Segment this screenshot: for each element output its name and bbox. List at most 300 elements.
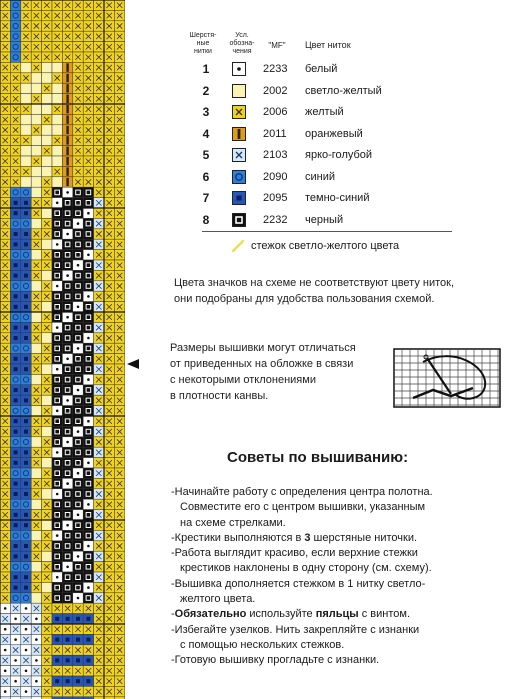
dot-on-white-icon xyxy=(232,62,246,76)
chart-cell xyxy=(104,562,114,572)
chart-cell xyxy=(42,551,52,561)
chart-cell xyxy=(10,83,20,93)
legend-row-code: 2103 xyxy=(263,149,288,161)
chart-cell xyxy=(31,42,41,52)
chart-cell xyxy=(42,322,52,332)
x-on-yellow-icon xyxy=(232,105,246,119)
chart-cell xyxy=(94,177,104,187)
chart-cell xyxy=(73,333,83,343)
chart-cell xyxy=(31,468,41,478)
chart-cell xyxy=(52,187,62,197)
chart-cell xyxy=(10,187,20,197)
chart-cell xyxy=(73,593,83,603)
chart-cell xyxy=(10,21,20,31)
chart-cell xyxy=(31,614,41,624)
chart-cell xyxy=(10,281,20,291)
chart-cell xyxy=(83,10,93,20)
legend-row-number: 2 xyxy=(202,83,210,98)
chart-cell xyxy=(83,447,93,457)
chart-cell xyxy=(42,624,52,634)
chart-cell xyxy=(10,686,20,696)
chart-cell xyxy=(83,614,93,624)
chart-cell xyxy=(0,322,10,332)
chart-cell xyxy=(83,166,93,176)
chart-cell xyxy=(21,270,31,280)
chart-cell xyxy=(31,530,41,540)
chart-cell xyxy=(0,593,10,603)
chart-cell xyxy=(73,458,83,468)
cross-stitch-chart xyxy=(0,0,125,699)
chart-cell xyxy=(83,406,93,416)
chart-cell xyxy=(104,270,114,280)
chart-cell xyxy=(52,374,62,384)
chart-cell xyxy=(31,156,41,166)
chart-cell xyxy=(52,530,62,540)
chart-cell xyxy=(21,343,31,353)
chart-cell xyxy=(31,333,41,343)
chart-cell xyxy=(73,239,83,249)
chart-cell xyxy=(0,94,10,104)
chart-cell xyxy=(62,270,72,280)
chart-cell xyxy=(31,52,41,62)
chart-cell xyxy=(21,83,31,93)
chart-cell xyxy=(0,250,10,260)
tip-line: -Вышивка дополняется стежком в 1 нитку светло- xyxy=(171,577,426,590)
chart-cell xyxy=(52,114,62,124)
chart-cell xyxy=(31,645,41,655)
chart-cell xyxy=(0,135,10,145)
chart-cell xyxy=(21,364,31,374)
chart-cell xyxy=(62,187,72,197)
chart-cell xyxy=(83,187,93,197)
chart-cell xyxy=(62,52,72,62)
chart-cell xyxy=(21,395,31,405)
chart-cell xyxy=(0,499,10,509)
chart-cell xyxy=(10,593,20,603)
chart-cell xyxy=(31,489,41,499)
chart-cell xyxy=(104,416,114,426)
chart-cell xyxy=(10,489,20,499)
chart-cell xyxy=(83,52,93,62)
tip-line: -Обязательно используйте пяльцы с винтом. xyxy=(171,608,410,621)
chart-cell xyxy=(21,562,31,572)
chart-cell xyxy=(104,166,114,176)
chart-cell xyxy=(10,562,20,572)
chart-cell xyxy=(21,218,31,228)
chart-cell xyxy=(94,603,104,613)
chart-cell xyxy=(0,686,10,696)
chart-cell xyxy=(31,73,41,83)
chart-cell xyxy=(104,156,114,166)
chart-cell xyxy=(21,385,31,395)
chart-cell xyxy=(10,416,20,426)
chart-cell xyxy=(42,125,52,135)
chart-cell xyxy=(21,333,31,343)
chart-cell xyxy=(83,676,93,686)
chart-cell xyxy=(104,52,114,62)
chart-cell xyxy=(94,541,104,551)
chart-cell xyxy=(104,582,114,592)
chart-cell xyxy=(52,62,62,72)
chart-cell xyxy=(83,291,93,301)
chart-cell xyxy=(94,572,104,582)
chart-cell xyxy=(31,437,41,447)
chart-cell xyxy=(42,478,52,488)
legend-row xyxy=(195,126,455,144)
chart-cell xyxy=(52,260,62,270)
color-symbols-note: Цвета значков на схеме не соответствуют цвету ниток, они подобраны для удобства пользования схемой. xyxy=(174,277,455,305)
chart-cell xyxy=(10,166,20,176)
chart-cell xyxy=(83,603,93,613)
legend-row-code: 2006 xyxy=(263,106,288,118)
tip-line: -Начинайте работу с определения центра полотна. xyxy=(171,486,433,498)
chart-cell xyxy=(31,198,41,208)
chart-cell xyxy=(42,614,52,624)
size-note xyxy=(170,340,380,404)
chart-cell xyxy=(0,333,10,343)
chart-cell xyxy=(10,354,20,364)
chart-cell xyxy=(10,52,20,62)
size-note-line: Размеры вышивки могут отличаться xyxy=(170,342,356,354)
chart-cell xyxy=(52,582,62,592)
chart-cell xyxy=(42,406,52,416)
chart-cell xyxy=(21,125,31,135)
chart-cell xyxy=(114,302,124,312)
chart-cell xyxy=(73,42,83,52)
chart-cell xyxy=(62,343,72,353)
chart-cell xyxy=(42,270,52,280)
chart-cell xyxy=(10,655,20,665)
chart-cell xyxy=(31,551,41,561)
chart-cell xyxy=(114,426,124,436)
legend-row xyxy=(195,212,455,230)
chart-cell xyxy=(0,395,10,405)
chart-cell xyxy=(31,582,41,592)
chart-cell xyxy=(73,582,83,592)
chart-cell xyxy=(114,135,124,145)
chart-cell xyxy=(10,260,20,270)
chart-cell xyxy=(73,614,83,624)
chart-cell xyxy=(94,562,104,572)
chart-cell xyxy=(62,676,72,686)
chart-cell xyxy=(73,666,83,676)
chart-cell xyxy=(114,94,124,104)
chart-cell xyxy=(42,104,52,114)
chart-cell xyxy=(0,146,10,156)
chart-cell xyxy=(52,333,62,343)
chart-cell xyxy=(83,489,93,499)
chart-cell xyxy=(94,52,104,62)
legend-row-color-name: белый xyxy=(305,63,338,75)
chart-cell xyxy=(52,42,62,52)
chart-cell xyxy=(73,624,83,634)
chart-cell xyxy=(73,520,83,530)
legend-row-number: 1 xyxy=(202,62,210,76)
chart-cell xyxy=(21,426,31,436)
chart-cell xyxy=(21,582,31,592)
chart-cell xyxy=(94,354,104,364)
chart-cell xyxy=(73,198,83,208)
chart-cell xyxy=(94,218,104,228)
chart-cell xyxy=(62,31,72,41)
chart-cell xyxy=(94,374,104,384)
chart-cell xyxy=(114,385,124,395)
chart-cell xyxy=(0,468,10,478)
chart-cell xyxy=(31,458,41,468)
chart-cell xyxy=(21,291,31,301)
chart-cell xyxy=(94,499,104,509)
legend-row-color-name: ярко-голубой xyxy=(305,149,373,161)
chart-cell xyxy=(42,634,52,644)
chart-cell xyxy=(0,666,10,676)
chart-cell xyxy=(52,21,62,31)
chart-cell xyxy=(83,83,93,93)
chart-cell xyxy=(42,208,52,218)
chart-cell xyxy=(10,385,20,395)
chart-cell xyxy=(83,260,93,270)
header-symbol-line: Усл. xyxy=(235,32,249,39)
chart-cell xyxy=(10,31,20,41)
chart-cell xyxy=(0,42,10,52)
chart-cell xyxy=(114,530,124,540)
chart-cell xyxy=(114,52,124,62)
chart-cell xyxy=(83,135,93,145)
chart-cell xyxy=(31,125,41,135)
chart-cell xyxy=(62,83,72,93)
chart-cell xyxy=(42,385,52,395)
chart-cell xyxy=(94,302,104,312)
chart-cell xyxy=(104,572,114,582)
chart-cell xyxy=(62,468,72,478)
legend-row-color-name: светло-желтый xyxy=(305,84,382,97)
chart-cell xyxy=(83,458,93,468)
chart-cell xyxy=(94,520,104,530)
chart-cell xyxy=(94,364,104,374)
chart-cell xyxy=(52,156,62,166)
chart-cell xyxy=(21,0,31,10)
chart-cell xyxy=(104,530,114,540)
chart-cell xyxy=(0,260,10,270)
chart-cell xyxy=(114,416,124,426)
stitch-note: стежок светло-желтого цвета xyxy=(251,240,400,252)
chart-cell xyxy=(52,385,62,395)
chart-cell xyxy=(52,125,62,135)
chart-cell xyxy=(42,114,52,124)
chart-cell xyxy=(52,135,62,145)
chart-cell xyxy=(31,281,41,291)
stitch-line-icon xyxy=(232,240,244,252)
chart-cell xyxy=(62,593,72,603)
chart-cell xyxy=(94,406,104,416)
chart-cell xyxy=(0,541,10,551)
chart-cell xyxy=(10,250,20,260)
chart-cell xyxy=(10,208,20,218)
chart-cell xyxy=(42,426,52,436)
chart-cell xyxy=(62,354,72,364)
header-symbol-line: чения xyxy=(232,48,252,55)
chart-cell xyxy=(21,156,31,166)
chart-cell xyxy=(52,406,62,416)
chart-cell xyxy=(114,551,124,561)
chart-cell xyxy=(104,624,114,634)
chart-cell xyxy=(42,187,52,197)
chart-cell xyxy=(94,655,104,665)
chart-cell xyxy=(73,177,83,187)
chart-cell xyxy=(21,468,31,478)
chart-cell xyxy=(73,218,83,228)
chart-cell xyxy=(94,166,104,176)
chart-cell xyxy=(52,562,62,572)
legend-row-color-name: оранжевый xyxy=(305,127,363,140)
chart-cell xyxy=(0,354,10,364)
chart-cell xyxy=(94,104,104,114)
header-symbol xyxy=(222,32,262,56)
chart-cell xyxy=(31,562,41,572)
chart-cell xyxy=(42,239,52,249)
chart-cell xyxy=(73,62,83,72)
chart-cell xyxy=(10,603,20,613)
chart-cell xyxy=(52,489,62,499)
chart-cell xyxy=(73,156,83,166)
chart-cell xyxy=(104,458,114,468)
chart-cell xyxy=(42,10,52,20)
chart-cell xyxy=(31,322,41,332)
legend-row-color-name: желтый xyxy=(305,106,344,118)
chart-cell xyxy=(114,21,124,31)
chart-cell xyxy=(73,437,83,447)
chart-cell xyxy=(0,447,10,457)
needle-canvas-illustration xyxy=(393,348,501,408)
chart-cell xyxy=(114,239,124,249)
chart-cell xyxy=(83,104,93,114)
chart-cell xyxy=(94,447,104,457)
chart-cell xyxy=(52,416,62,426)
chart-cell xyxy=(94,62,104,72)
header-color: Цвет ниток xyxy=(305,40,351,50)
chart-cell xyxy=(83,239,93,249)
chart-cell xyxy=(104,499,114,509)
chart-cell xyxy=(31,104,41,114)
chart-cell xyxy=(83,395,93,405)
tip-line: -Крестики выполняются в 3 шерстяные ниточки. xyxy=(171,531,418,544)
chart-cell xyxy=(42,198,52,208)
chart-cell xyxy=(52,10,62,20)
chart-cell xyxy=(104,447,114,457)
chart-cell xyxy=(52,645,62,655)
legend-row xyxy=(195,169,455,187)
chart-cell xyxy=(52,291,62,301)
chart-cell xyxy=(10,146,20,156)
chart-cell xyxy=(62,114,72,124)
chart-cell xyxy=(52,437,62,447)
chart-cell xyxy=(62,125,72,135)
chart-cell xyxy=(62,333,72,343)
chart-cell xyxy=(31,686,41,696)
chart-cell xyxy=(104,593,114,603)
chart-cell xyxy=(73,416,83,426)
chart-cell xyxy=(73,374,83,384)
chart-cell xyxy=(21,530,31,540)
chart-cell xyxy=(21,489,31,499)
chart-cell xyxy=(62,572,72,582)
chart-cell xyxy=(0,406,10,416)
chart-cell xyxy=(104,655,114,665)
chart-cell xyxy=(0,31,10,41)
chart-cell xyxy=(42,468,52,478)
chart-cell xyxy=(73,343,83,353)
chart-cell xyxy=(114,218,124,228)
chart-cell xyxy=(10,468,20,478)
chart-cell xyxy=(21,614,31,624)
chart-cell xyxy=(114,686,124,696)
chart-cell xyxy=(104,354,114,364)
chart-cell xyxy=(10,10,20,20)
chart-cell xyxy=(94,416,104,426)
chart-cell xyxy=(42,499,52,509)
chart-cell xyxy=(31,260,41,270)
chart-cell xyxy=(62,655,72,665)
chart-cell xyxy=(10,666,20,676)
legend-row-number: 3 xyxy=(202,105,210,119)
chart-cell xyxy=(73,676,83,686)
chart-cell xyxy=(73,354,83,364)
chart-cell xyxy=(10,634,20,644)
chart-cell xyxy=(10,333,20,343)
chart-cell xyxy=(94,426,104,436)
chart-cell xyxy=(104,83,114,93)
chart-cell xyxy=(62,94,72,104)
chart-cell xyxy=(21,281,31,291)
chart-cell xyxy=(52,94,62,104)
chart-cell xyxy=(83,302,93,312)
chart-cell xyxy=(21,229,31,239)
chart-cell xyxy=(83,582,93,592)
chart-cell xyxy=(62,10,72,20)
legend-row-code: 2232 xyxy=(263,213,288,226)
chart-cell xyxy=(114,395,124,405)
chart-cell xyxy=(114,73,124,83)
chart-cell xyxy=(21,42,31,52)
chart-cell xyxy=(0,364,10,374)
chart-cell xyxy=(114,655,124,665)
chart-cell xyxy=(0,208,10,218)
chart-cell xyxy=(83,416,93,426)
chart-cell xyxy=(94,666,104,676)
chart-cell xyxy=(21,52,31,62)
chart-cell xyxy=(52,634,62,644)
chart-cell xyxy=(94,645,104,655)
chart-cell xyxy=(62,458,72,468)
chart-cell xyxy=(0,229,10,239)
legend-row-number: 6 xyxy=(202,169,210,184)
chart-cell xyxy=(83,94,93,104)
chart-cell xyxy=(31,510,41,520)
header-strands-line: Шерстя- xyxy=(189,32,217,39)
chart-cell xyxy=(52,655,62,665)
chart-cell xyxy=(114,291,124,301)
chart-cell xyxy=(73,21,83,31)
chart-cell xyxy=(21,10,31,20)
legend-row xyxy=(195,190,455,208)
chart-cell xyxy=(73,312,83,322)
chart-cell xyxy=(83,114,93,124)
chart-cell xyxy=(114,208,124,218)
chart-cell xyxy=(94,73,104,83)
chart-cell xyxy=(73,686,83,696)
chart-cell xyxy=(94,385,104,395)
chart-cell xyxy=(21,437,31,447)
chart-cell xyxy=(42,0,52,10)
